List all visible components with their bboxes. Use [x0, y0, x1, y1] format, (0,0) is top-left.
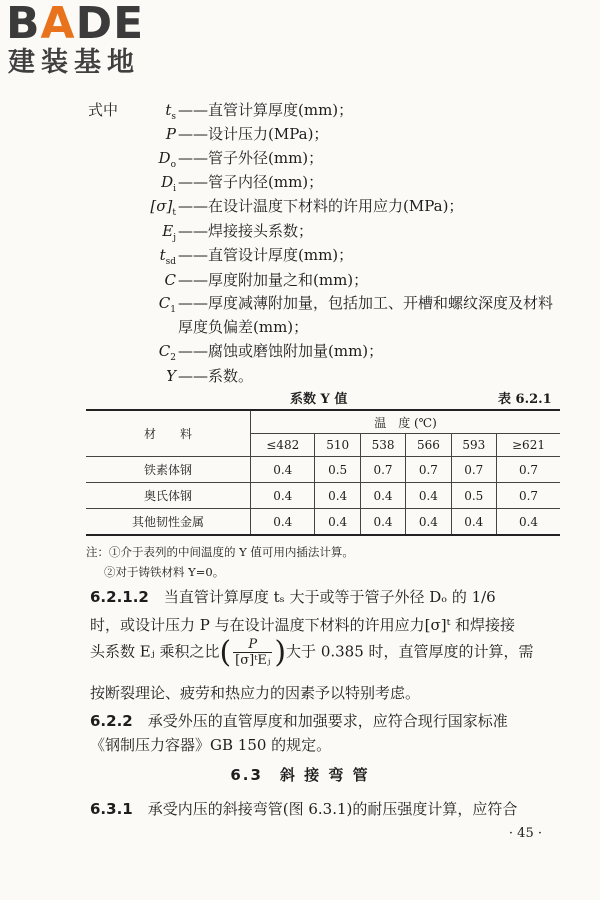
temperature-column-header: 566 [406, 434, 451, 457]
table-note-1: 注：①介于表列的中间温度的 Y 值可用内插法计算。 [86, 545, 354, 559]
coefficient-cell: 0.4 [251, 457, 315, 483]
para-6-3-1: 6.3.1 承受内压的斜接弯管(图 6.3.1)的耐压强度计算，应符合 [90, 800, 518, 818]
definition-text: ——管子内径(mm)； [178, 173, 324, 191]
definition-symbol: P [165, 125, 176, 143]
coefficient-cell: 0.5 [315, 457, 360, 483]
page-number: · 45 · [508, 826, 542, 841]
clause-number: 6.2.1.2 [90, 588, 149, 606]
pressure-ratio-fraction: $\frac{P}{\text{[σ]ᵗEⱼ}}$ [235, 637, 271, 668]
coefficient-cell: 0.4 [251, 509, 315, 536]
definition-text: ——系数。 [178, 367, 254, 385]
definition-symbol: C [164, 271, 176, 289]
coefficient-cell: 0.4 [360, 483, 405, 509]
material-cell: 其他韧性金属 [86, 509, 251, 536]
definition-text: ——在设计温度下材料的许用应力(MPa)； [178, 197, 464, 215]
coefficient-cell: 0.4 [406, 483, 451, 509]
header-material: 材 料 [86, 410, 251, 457]
para-6-2-1-2-line4: 按断裂理论、疲劳和热应力的因素予以特别考虑。 [90, 684, 421, 702]
table-row [86, 483, 560, 509]
definition-text: ——厚度附加量之和(mm)； [178, 271, 369, 289]
definition-text: ——腐蚀或磨蚀附加量(mm)； [178, 342, 384, 360]
temperature-column-header: ≥621 [496, 434, 560, 457]
definition-symbol: $[\sigma]_t$ [150, 197, 176, 218]
definition-text: 厚度负偏差(mm)； [178, 318, 309, 336]
definition-text: ——管子外径(mm)； [178, 149, 324, 167]
definition-text: ——直管计算厚度(mm)； [178, 101, 354, 119]
para-6-2-2-line2: 《钢制压力容器》GB 150 的规定。 [90, 736, 332, 754]
definition-symbol: $E_j$ [162, 222, 176, 243]
table-number: 表 6.2.1 [498, 392, 552, 407]
logo [6, 2, 144, 80]
temperature-column-header: 510 [315, 434, 360, 457]
coefficient-cell: 0.4 [406, 509, 451, 536]
header-temperature: 温 度 (℃) [251, 410, 561, 434]
definition-symbol: Y [166, 367, 176, 385]
definition-symbol: $D_o$ [158, 149, 176, 170]
coefficient-cell: 0.7 [360, 457, 405, 483]
coefficient-cell: 0.7 [496, 483, 560, 509]
para-6-2-1-2-line2: 时，或设计压力 P 与在设计温度下材料的许用应力[σ]ᵗ 和焊接接 [90, 616, 516, 634]
clause-number: 6.2.2 [90, 712, 133, 730]
coefficient-cell: 0.5 [451, 483, 496, 509]
definition-text: ——厚度减薄附加量，包括加工、开槽和螺纹深度及材料 [178, 294, 554, 312]
definition-symbol: $C_2$ [158, 342, 176, 363]
definition-text: ——设计压力(MPa)； [178, 125, 329, 143]
definition-symbol: $t_s$ [165, 101, 176, 122]
definition-text: ——焊接接头系数； [178, 222, 314, 240]
coefficient-cell: 0.4 [315, 509, 360, 536]
logo-subtitle: 建装基地 [8, 47, 140, 78]
para-6-2-1-2-line1: 6.2.1.2 当直管计算厚度 tₛ 大于或等于管子外径 Dₒ 的 1/6 [90, 588, 496, 606]
para-6-2-1-2-line3: 头系数 Eⱼ 乘积之比( $\frac{P}{\text{[σ]ᵗEⱼ}}$ )大于 0.385 时，直管厚度的计算，需 [90, 635, 534, 670]
coefficient-cell: 0.4 [496, 509, 560, 536]
coefficient-table [86, 409, 560, 536]
para-6-2-2-line1: 6.2.2 承受外压的直管厚度和加强要求，应符合现行国家标准 [90, 712, 508, 730]
defs-intro: 式中 [88, 101, 119, 119]
table-row [86, 457, 560, 483]
coefficient-cell: 0.7 [451, 457, 496, 483]
temperature-column-header: 593 [451, 434, 496, 457]
section-heading: 6.3 斜 接 弯 管 [230, 766, 370, 784]
coefficient-cell: 0.4 [251, 483, 315, 509]
material-cell: 铁素体钢 [86, 457, 251, 483]
logo-wordmark: BADE [6, 0, 145, 49]
coefficient-cell: 0.7 [406, 457, 451, 483]
coefficient-cell: 0.7 [496, 457, 560, 483]
definition-symbol: $C_1$ [158, 294, 176, 315]
definition-symbol: $t_{sd}$ [159, 246, 176, 267]
temperature-column-header: ≤482 [251, 434, 315, 457]
definition-text: ——直管设计厚度(mm)； [178, 246, 354, 264]
temperature-column-header: 538 [360, 434, 405, 457]
coefficient-cell: 0.4 [360, 509, 405, 536]
clause-number: 6.3.1 [90, 800, 133, 818]
table-row [86, 509, 560, 536]
material-cell: 奥氏体钢 [86, 483, 251, 509]
definition-symbol: $D_i$ [161, 173, 176, 194]
table-note-2: ②对于铸铁材料 Y=0。 [104, 565, 225, 579]
coefficient-cell: 0.4 [315, 483, 360, 509]
table-title: 系数 Y 值 [290, 392, 348, 407]
coefficient-cell: 0.4 [451, 509, 496, 536]
